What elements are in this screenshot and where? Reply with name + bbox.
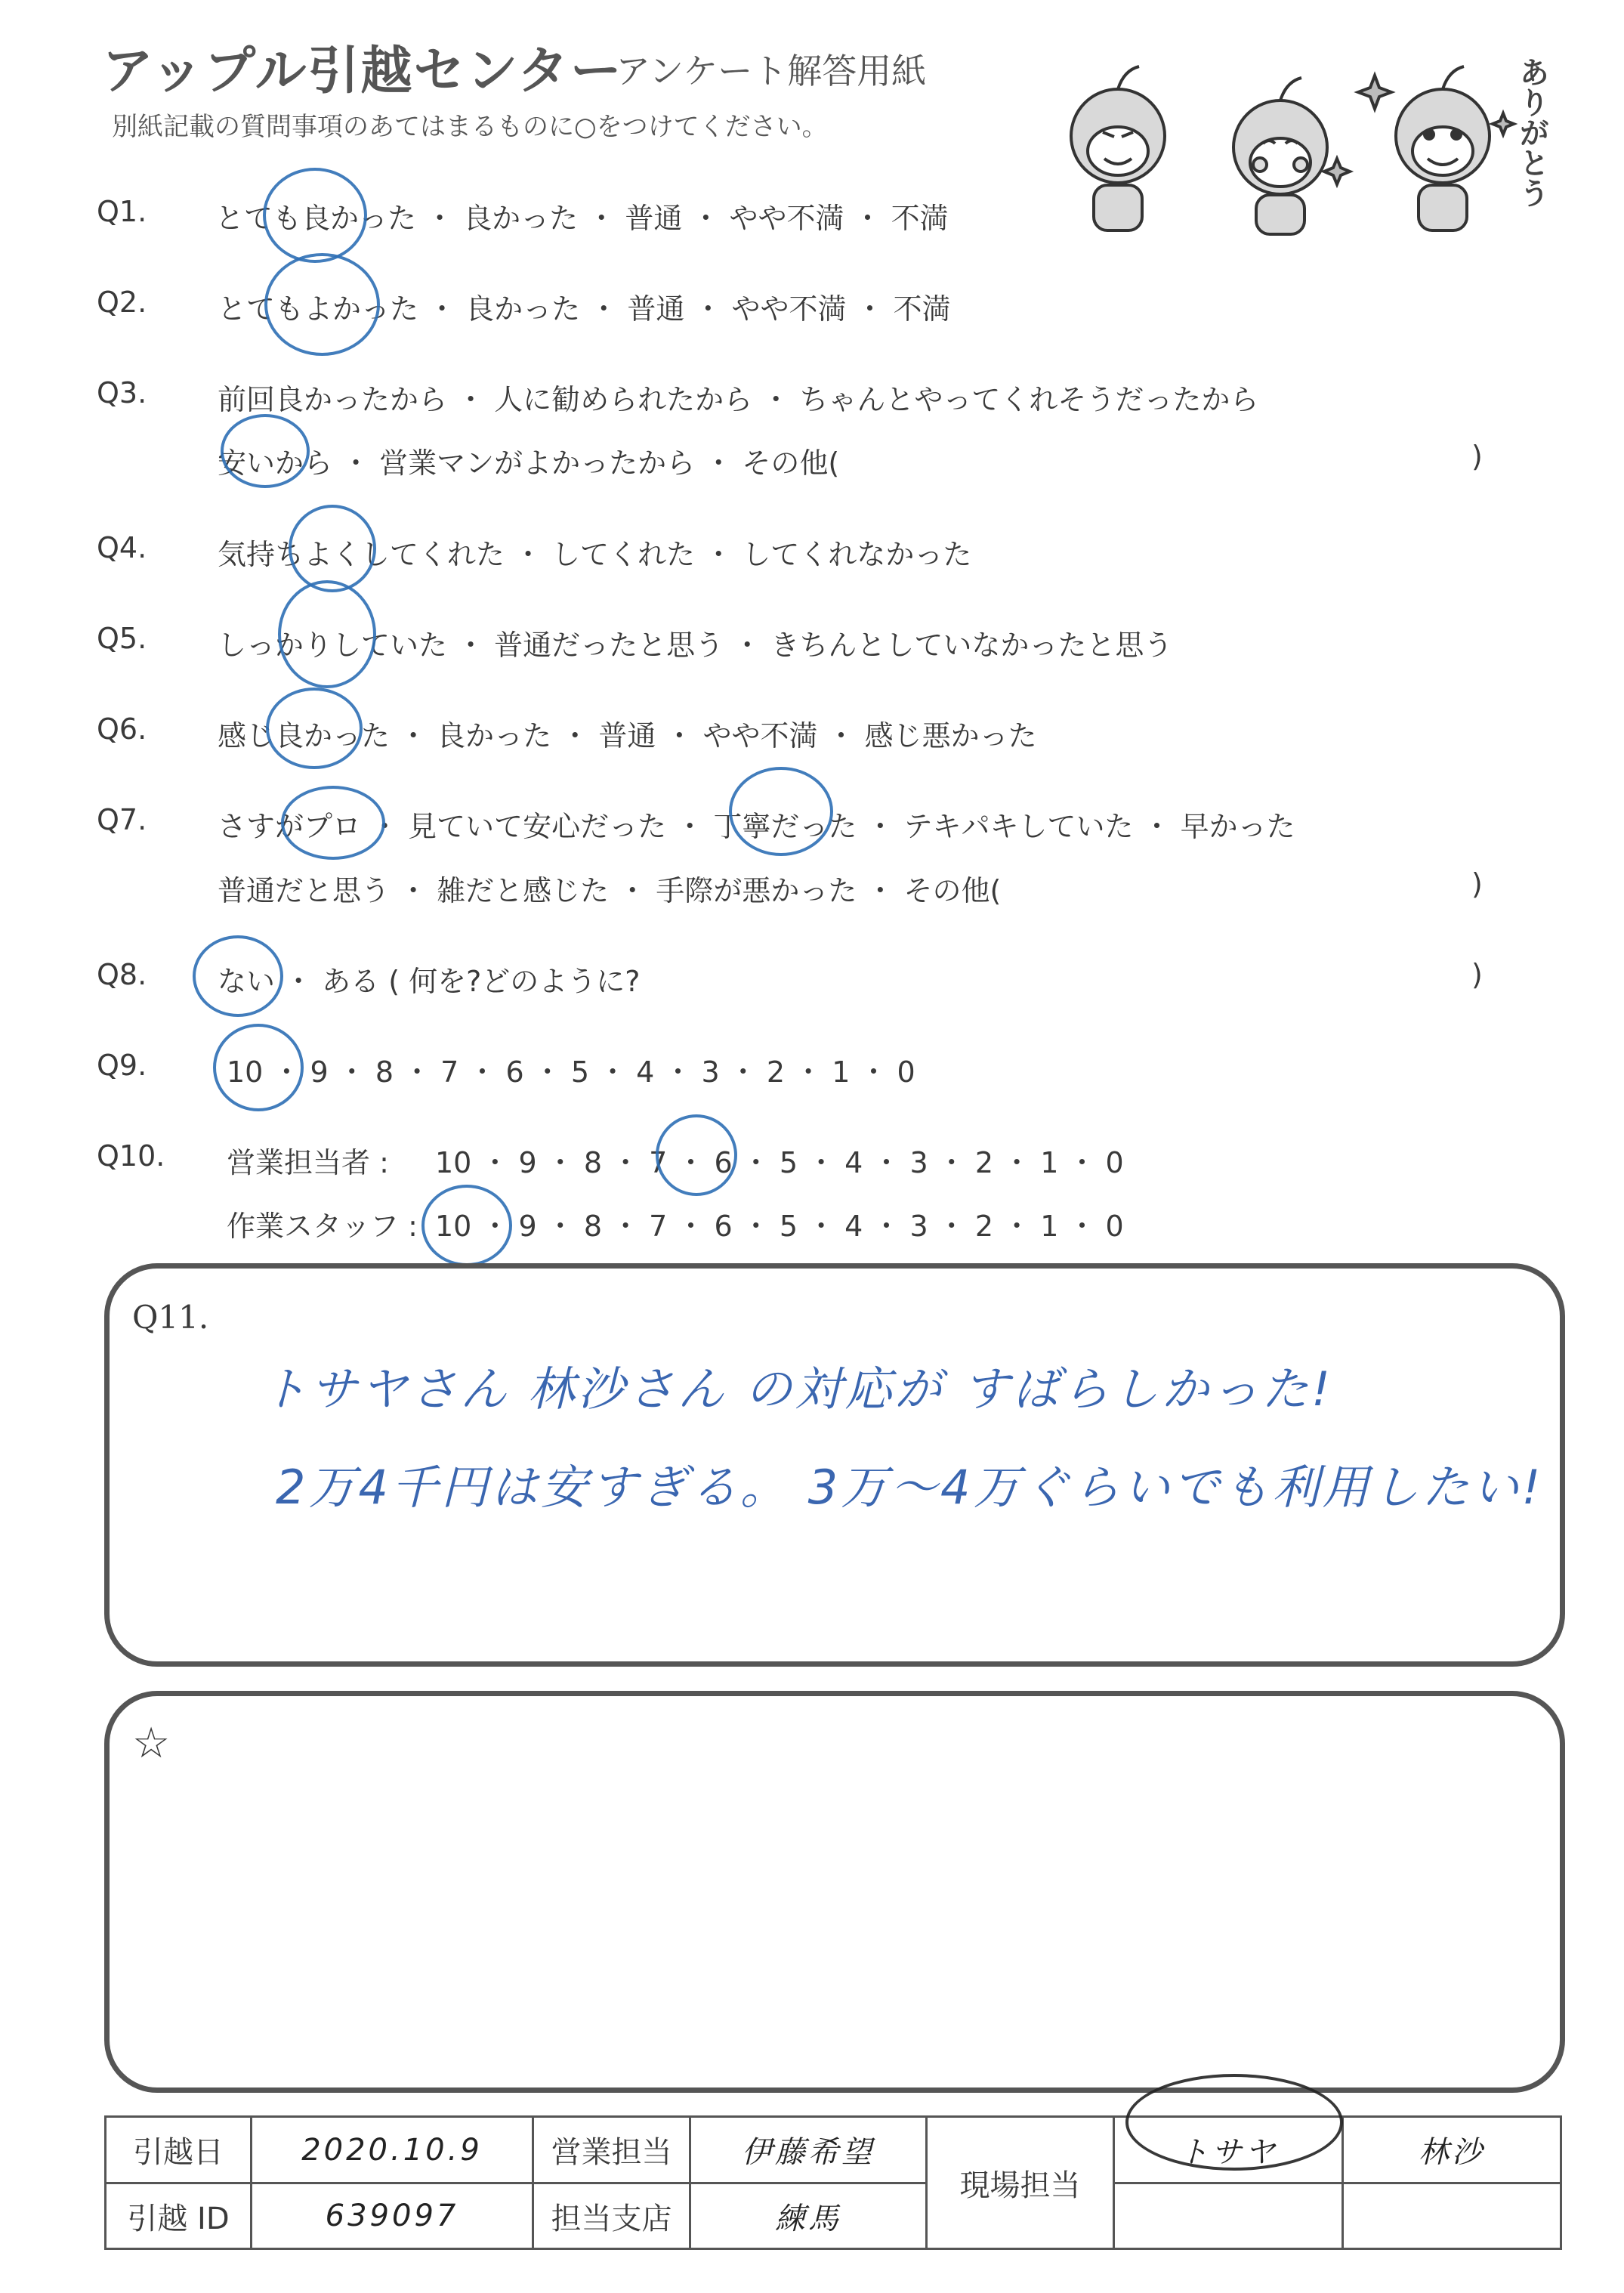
- move-date-value: 2020.10.9: [252, 2117, 533, 2183]
- q10-sales-label: 営業担当者 :: [227, 1146, 389, 1179]
- q6-answer-circle: [266, 688, 363, 769]
- q11-comment-line1: トサヤさん 林沙さん の対応が すばらしかった!: [261, 1361, 1333, 1417]
- q10-sales-answer-circle: [656, 1114, 737, 1196]
- q7-close-paren: ): [1471, 867, 1483, 901]
- site-staff-empty-cell-1: [1114, 2183, 1343, 2249]
- q8-close-paren: ): [1471, 958, 1483, 991]
- q10-label: Q10.: [97, 1139, 165, 1173]
- q7-answer-circle-1: [281, 786, 385, 860]
- q11-comment-box: [104, 1263, 1565, 1667]
- q1-answer-circle: [263, 168, 367, 263]
- q7-label: Q7.: [97, 803, 147, 836]
- move-info-table: [104, 2115, 1562, 2250]
- q1-options: とても良かった ・ 良かった ・ 普通 ・ やや不満 ・ 不満: [215, 202, 949, 235]
- q3-options-line2: 安いから ・ 営業マンがよかったから ・ その他(: [218, 447, 840, 480]
- star-icon: ☆: [132, 1719, 171, 1768]
- star-comment-box: [104, 1691, 1565, 2093]
- q5-answer-circle: [278, 580, 376, 688]
- form-subtitle: アンケート解答用紙: [616, 51, 927, 91]
- q3-label: Q3.: [97, 376, 147, 409]
- site-staff-name-1: トサヤ: [1114, 2117, 1343, 2183]
- q7-options-line1: さすがプロ ・ 見ていて安心だった ・ 丁寧だった ・ テキパキしていた ・ 早かった: [218, 810, 1295, 843]
- q9-scale: 10 ・ 9 ・ 8 ・ 7 ・ 6 ・ 5 ・ 4 ・ 3 ・ 2 ・ 1 ・ 0: [227, 1055, 915, 1089]
- q8-options: ない ・ ある ( 何を?どのように?: [218, 965, 641, 998]
- q5-options: しっかりしていた ・ 普通だったと思う ・ きちんとしていなかったと思う: [218, 629, 1173, 662]
- q7-options-line2: 普通だと思う ・ 雑だと感じた ・ 手際が悪かった ・ その他(: [218, 874, 1002, 907]
- q10-sales-scale: 10 ・ 9 ・ 8 ・ 7 ・ 6 ・ 5 ・ 4 ・ 3 ・ 2 ・ 1 ・ 0: [435, 1146, 1124, 1179]
- q10-staff-scale: 10 ・ 9 ・ 8 ・ 7 ・ 6 ・ 5 ・ 4 ・ 3 ・ 2 ・ 1 ・ 0: [435, 1210, 1124, 1243]
- q6-options: 感じ良かった ・ 良かった ・ 普通 ・ やや不満 ・ 感じ悪かった: [218, 719, 1037, 752]
- q9-label: Q9.: [97, 1049, 147, 1082]
- instruction-text: 別紙記載の質問事項のあてはまるものに○をつけてください。: [112, 112, 828, 142]
- site-staff-label: 現場担当: [927, 2117, 1114, 2249]
- q8-answer-circle: [193, 935, 283, 1017]
- q3-close-paren: ): [1471, 440, 1483, 473]
- q3-answer-circle: [221, 414, 310, 488]
- site-staff-name-2: 林沙: [1343, 2117, 1561, 2183]
- branch-label: 担当支店: [533, 2183, 690, 2249]
- q10-staff-answer-circle: [421, 1185, 512, 1266]
- monkey-mascot-illustration: [1020, 45, 1548, 242]
- sales-staff-label: 営業担当: [533, 2117, 690, 2183]
- q11-comment-line2: 2万4千円は安すぎる。 3万〜4万ぐらいでも利用したい!: [276, 1460, 1544, 1515]
- sales-staff-name: 伊藤希望: [690, 2117, 927, 2183]
- move-id-value: 639097: [252, 2183, 533, 2249]
- q4-label: Q4.: [97, 531, 147, 564]
- brand-title: アップル引越センター: [102, 42, 623, 101]
- q2-answer-circle: [264, 253, 380, 356]
- monkey-icon-center: [1233, 78, 1327, 234]
- q11-label: Q11.: [132, 1299, 209, 1336]
- q10-staff-label: 作業スタッフ :: [227, 1210, 418, 1243]
- q2-label: Q2.: [97, 286, 147, 319]
- monkey-icon-left: [1071, 66, 1165, 230]
- q9-answer-circle: [213, 1024, 304, 1111]
- site-staff-circle: [1125, 2074, 1343, 2171]
- thanks-text: ありがとう: [1514, 57, 1549, 208]
- q1-label: Q1.: [97, 195, 147, 228]
- monkey-icon-right: [1396, 66, 1490, 230]
- q6-label: Q6.: [97, 712, 147, 746]
- q8-label: Q8.: [97, 958, 147, 991]
- q2-options: とてもよかった ・ 良かった ・ 普通 ・ やや不満 ・ 不満: [218, 292, 951, 326]
- move-date-label: 引越日: [106, 2117, 252, 2183]
- q4-answer-circle: [289, 505, 376, 592]
- move-id-label: 引越 ID: [106, 2183, 252, 2249]
- q5-label: Q5.: [97, 622, 147, 655]
- branch-name: 練馬: [690, 2183, 927, 2249]
- q3-options-line1: 前回良かったから ・ 人に勧められたから ・ ちゃんとやってくれそうだったから: [218, 383, 1259, 416]
- site-staff-empty-cell-2: [1343, 2183, 1561, 2249]
- q7-answer-circle-2: [729, 767, 833, 856]
- q4-options: 気持ちよくしてくれた ・ してくれた ・ してくれなかった: [218, 538, 972, 571]
